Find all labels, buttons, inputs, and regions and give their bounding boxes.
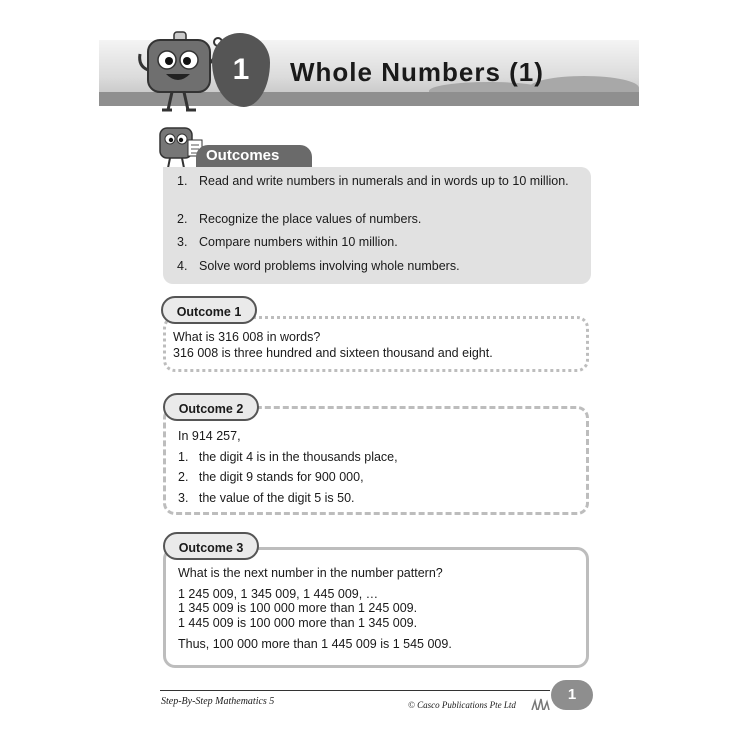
footer-book-title: Step-By-Step Mathematics 5 bbox=[161, 696, 275, 707]
outcome-item-text: Solve word problems involving whole numbers. bbox=[199, 259, 460, 273]
outcome-item-text: Read and write numbers in numerals and in words up to 10 million. bbox=[199, 174, 569, 188]
outcome-item-number: 3. bbox=[177, 235, 188, 249]
outcome-2-item-number: 2. bbox=[178, 470, 189, 484]
outcome-item-number: 2. bbox=[177, 212, 188, 226]
outcome-item bbox=[177, 174, 577, 189]
outcome-1-question: What is 316 008 in words? bbox=[173, 330, 321, 344]
outcome-2-item-text: the digit 9 stands for 900 000, bbox=[198, 470, 364, 484]
outcome-item-text: Compare numbers within 10 million. bbox=[199, 235, 398, 249]
outcomes-list-box bbox=[163, 167, 591, 284]
outcome-item bbox=[177, 235, 577, 250]
outcome-2-item-text: the digit 4 is in the thousands place, bbox=[198, 450, 398, 464]
chapter-title: Whole Numbers (1) bbox=[290, 57, 544, 87]
outcome-2-item-text: the value of the digit 5 is 50. bbox=[198, 491, 355, 505]
outcome-2-item-number: 3. bbox=[178, 491, 189, 505]
outcome-3-step: 1 445 009 is 100 000 more than 1 345 009. bbox=[178, 616, 418, 630]
outcome-item bbox=[177, 259, 577, 274]
outcome-3-label: Outcome 3 bbox=[163, 532, 259, 560]
outcome-item-number: 1. bbox=[177, 174, 188, 188]
outcome-2-label: Outcome 2 bbox=[163, 393, 259, 421]
outcome-2-item bbox=[178, 470, 364, 485]
outcome-3-step: 1 345 009 is 100 000 more than 1 245 009. bbox=[178, 601, 418, 615]
outcome-1-label: Outcome 1 bbox=[161, 296, 257, 324]
outcome-1-answer: 316 008 is three hundred and sixteen thousand and eight. bbox=[173, 346, 493, 360]
outcome-item-number: 4. bbox=[177, 259, 188, 273]
outcomes-heading: Outcomes bbox=[196, 145, 312, 167]
outcome-2-item-number: 1. bbox=[178, 450, 189, 464]
footer-copyright: © Casco Publications Pte Ltd bbox=[408, 700, 516, 710]
outcome-3-question: What is the next number in the number pattern? bbox=[178, 566, 443, 580]
outcome-item-text: Recognize the place values of numbers. bbox=[199, 212, 422, 226]
footer-divider bbox=[160, 690, 550, 691]
outcome-2-item bbox=[178, 491, 355, 506]
outcome-3-pattern: 1 245 009, 1 345 009, 1 445 009, … bbox=[178, 587, 379, 601]
outcome-3-conclusion: Thus, 100 000 more than 1 445 009 is 1 545 009. bbox=[178, 637, 452, 651]
chapter-number-badge: 1 bbox=[212, 33, 270, 107]
outcome-item bbox=[177, 212, 577, 227]
outcome-2-intro: In 914 257, bbox=[178, 429, 241, 443]
grass-icon bbox=[530, 698, 552, 710]
outcome-2-item bbox=[178, 450, 398, 465]
page-number-badge: 1 bbox=[551, 680, 593, 710]
